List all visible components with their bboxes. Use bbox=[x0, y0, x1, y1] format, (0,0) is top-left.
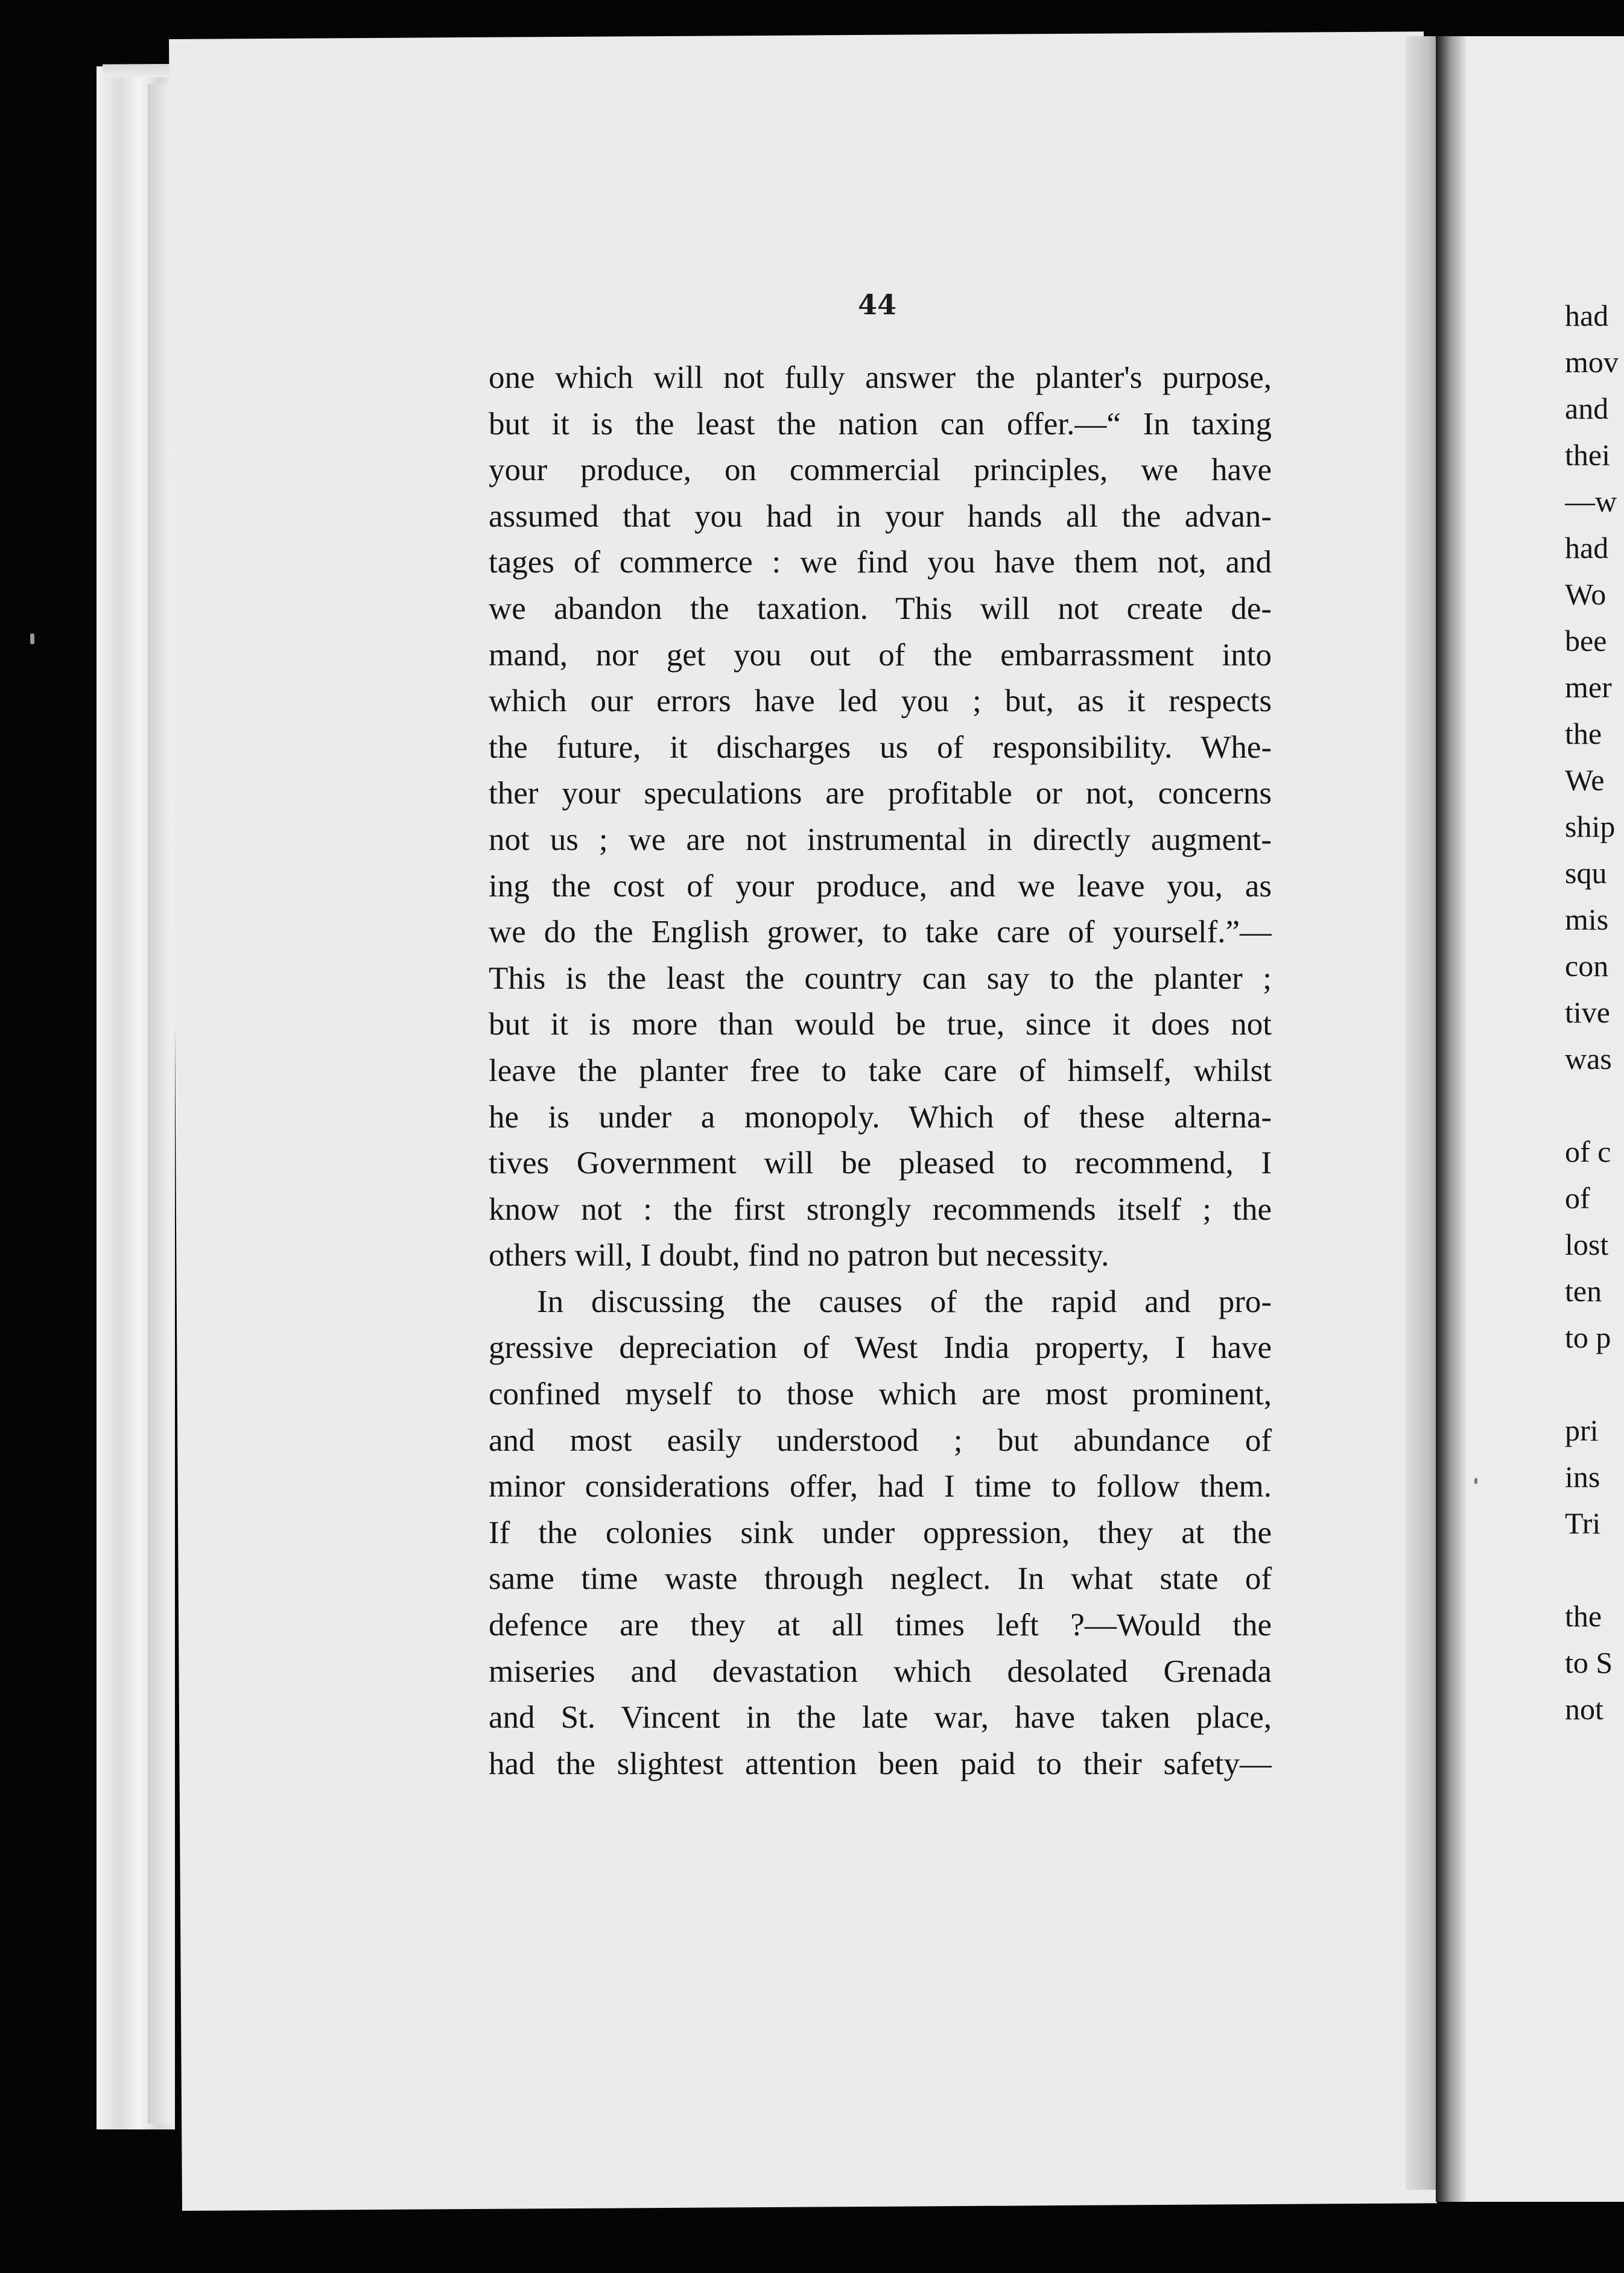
text-line: not us ; we are not instrumental in directly augment- bbox=[489, 822, 1272, 857]
right-text-line: to p bbox=[1565, 1320, 1611, 1354]
text-line: assumed that you had in your hands all the advan- bbox=[489, 498, 1272, 534]
text-line: minor considerations offer, had I time to follow them. bbox=[489, 1469, 1272, 1504]
text-line: This is the least the country can say to the planter ; bbox=[489, 960, 1272, 996]
right-page-text bbox=[1565, 293, 1624, 1732]
text-line: we do the English grower, to take care of yourself.”— bbox=[489, 915, 1272, 950]
paragraph-gap bbox=[1565, 1082, 1624, 1129]
text-line: others will, I doubt, find no patron but necessity. bbox=[489, 1238, 1109, 1273]
right-text-line: ten bbox=[1565, 1274, 1602, 1308]
text-line: one which will not fully answer the planter's purpose, bbox=[489, 360, 1272, 395]
text-line: gressive depreciation of West India property, I have bbox=[489, 1330, 1272, 1366]
text-line: but it is the least the nation can offer.—“ In taxing bbox=[489, 406, 1272, 442]
text-line: ing the cost of your produce, and we leave you, as bbox=[489, 868, 1272, 904]
right-text-line: pri bbox=[1565, 1413, 1599, 1447]
right-text-line: had bbox=[1565, 531, 1609, 565]
right-text-line: ship bbox=[1565, 810, 1616, 843]
right-text-line: to S bbox=[1565, 1646, 1613, 1679]
right-text-line: lost bbox=[1565, 1228, 1609, 1261]
right-text-line: bee bbox=[1565, 624, 1607, 658]
text-line: but it is more than would be true, since it does not bbox=[489, 1007, 1272, 1042]
text-line: which our errors have led you ; but, as it respects bbox=[489, 683, 1272, 719]
right-text-line: had bbox=[1565, 299, 1609, 332]
text-line: we abandon the taxation. This will not create de- bbox=[489, 591, 1272, 626]
right-text-line: mer bbox=[1565, 670, 1612, 704]
right-text-line: the bbox=[1565, 717, 1602, 750]
text-line: defence are they at all times left ?—Would the bbox=[489, 1608, 1272, 1643]
text-line: he is under a monopoly. Which of these alterna- bbox=[489, 1099, 1272, 1135]
text-line: the future, it discharges us of responsibility. Whe- bbox=[489, 729, 1272, 765]
text-line: ther your speculations are profitable or not, concerns bbox=[489, 776, 1272, 811]
body-text bbox=[489, 355, 1272, 1787]
right-text-line: We bbox=[1565, 763, 1605, 797]
page-number: 44 bbox=[858, 288, 897, 321]
text-line: leave the planter free to take care of himself, whilst bbox=[489, 1053, 1272, 1088]
text-line: your produce, on commercial principles, we have bbox=[489, 452, 1272, 488]
right-text-line: the bbox=[1565, 1599, 1602, 1633]
text-line: If the colonies sink under oppression, they at the bbox=[489, 1515, 1272, 1550]
right-text-line: of bbox=[1565, 1181, 1590, 1215]
right-text-line: —w bbox=[1565, 484, 1617, 518]
right-text-line: of c bbox=[1565, 1135, 1611, 1168]
right-text-line: Tri bbox=[1565, 1506, 1601, 1540]
right-text-line: Wo bbox=[1565, 577, 1607, 611]
text-line: tages of commerce : we find you have them not, and bbox=[489, 545, 1272, 580]
text-line: In discussing the causes of the rapid and pro- bbox=[537, 1284, 1272, 1319]
text-line: mand, nor get you out of the embarrassment into bbox=[489, 637, 1272, 673]
right-text-line: and bbox=[1565, 392, 1609, 425]
right-text-line: mis bbox=[1565, 902, 1609, 936]
right-text-line: mov bbox=[1565, 345, 1619, 379]
text-line: miseries and devastation which desolated Grenada bbox=[489, 1653, 1272, 1689]
text-line: know not : the first strongly recommends itself ; the bbox=[489, 1191, 1272, 1227]
text-line: tives Government will be pleased to recommend, I bbox=[489, 1146, 1272, 1181]
page-stack-shadow bbox=[148, 84, 172, 2123]
right-text-line: not bbox=[1565, 1692, 1603, 1726]
paragraph-gap bbox=[1565, 1547, 1624, 1593]
right-text-line: squ bbox=[1565, 856, 1607, 890]
scan-speck bbox=[30, 633, 34, 644]
paragraph-gap bbox=[1565, 1361, 1624, 1407]
right-text-line: ins bbox=[1565, 1460, 1600, 1494]
text-line: same time waste through neglect. In what state of bbox=[489, 1561, 1272, 1597]
scan-speck bbox=[1474, 1478, 1477, 1484]
right-page-shadow bbox=[1436, 36, 1466, 2202]
text-line: confined myself to those which are most prominent, bbox=[489, 1377, 1272, 1412]
text-line: had the slightest attention been paid to their safety— bbox=[489, 1746, 1272, 1781]
right-text-line: was bbox=[1565, 1042, 1612, 1076]
text-line: and most easily understood ; but abundance of bbox=[489, 1422, 1272, 1458]
right-text-line: tive bbox=[1565, 995, 1610, 1029]
right-text-line: con bbox=[1565, 949, 1609, 983]
text-line: and St. Vincent in the late war, have taken place, bbox=[489, 1700, 1272, 1736]
right-text-line: thei bbox=[1565, 438, 1610, 472]
